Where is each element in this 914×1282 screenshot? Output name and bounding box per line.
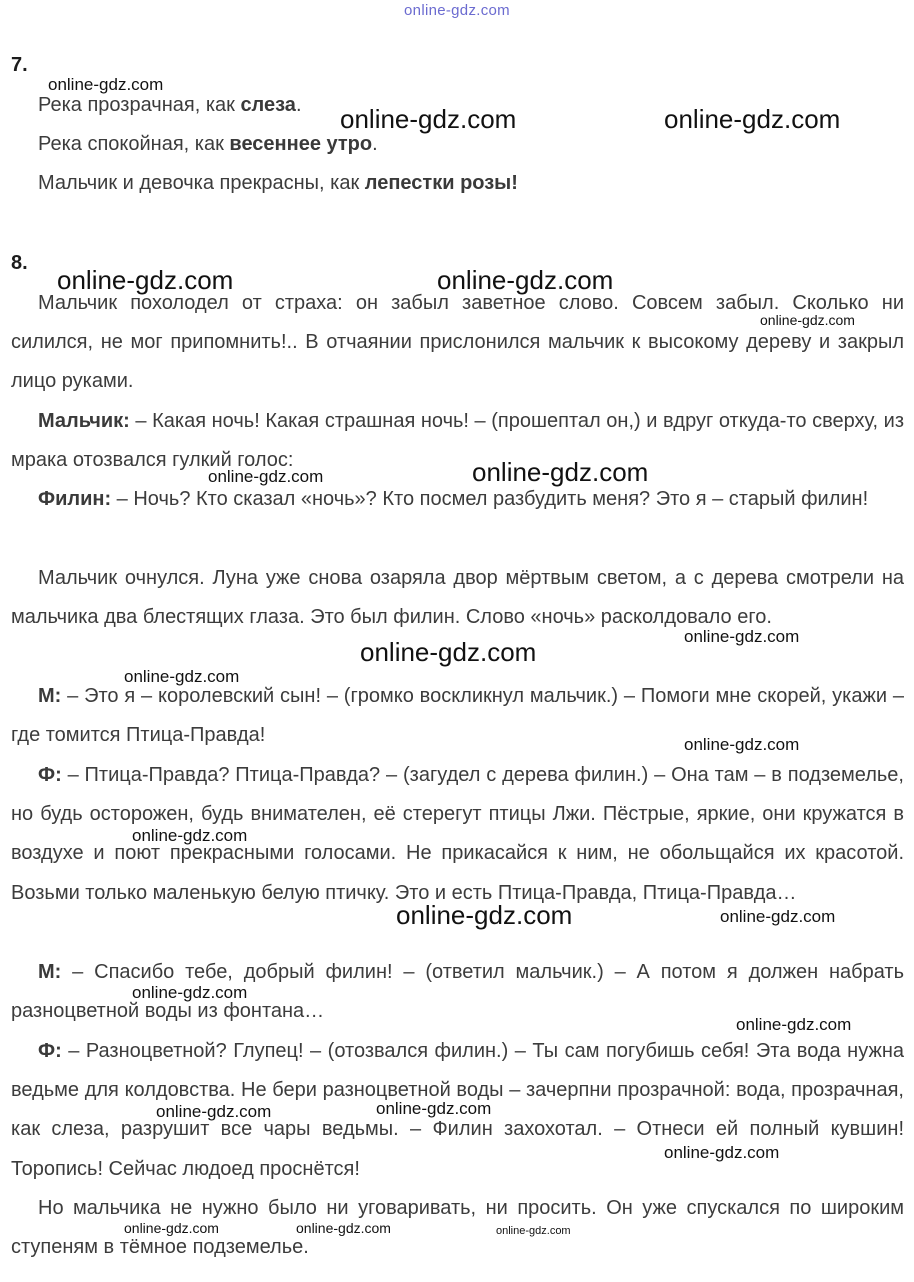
watermark: online-gdz.com: [360, 637, 537, 667]
paragraph-2: Мальчик: – Какая ночь! Какая страшная ночь! – (прошептал он,) и вдруг откуда-то сверху, из мрака отозвался гулкий голос:: [11, 410, 904, 472]
task-7-line-2: Река спокойная, как весеннее утро.: [38, 133, 378, 155]
paragraph-1: Мальчик похолодел от страха: он забыл заветное слово. Совсем забыл. Сколько ни силился, не мог припомнить!.. В отчаянии прислонился мальчик к высокому дереву и закрыл лицо руками.: [11, 292, 904, 393]
paragraph-3: Филин: – Ночь? Кто сказал «ночь»? Кто посмел разбудить меня? Это я – старый филин!: [38, 488, 869, 510]
watermark: online-gdz.com: [684, 627, 800, 646]
watermark: online-gdz.com: [472, 457, 649, 487]
watermark: online-gdz.com: [57, 265, 234, 295]
paragraph-6: Ф: – Птица-Правда? Птица-Правда? – (загудел с дерева филин.) – Она там – в подземелье, но будь осторожен, будь внимателен, её стерегут птицы Лжи. Пёстрые, яркие, они кружатся в воздухе и поют прекрасными голосами. Не прикасайся к ним, не обольщайся их красотой. Возьми только маленькую белую птичку. Это и есть Птица-Правда, Птица-Правда…: [11, 764, 904, 904]
watermark: online-gdz.com: [664, 104, 841, 134]
watermark: online-gdz.com: [132, 826, 248, 845]
paragraph-5: М: – Это я – королевский сын! – (громко воскликнул мальчик.) – Помоги мне скорей, укажи – где томится Птица-Правда!: [11, 685, 904, 747]
paragraph-4: Мальчик очнулся. Луна уже снова озаряла двор мёртвым светом, а с дерева смотрели на мальчика два блестящих глаза. Это был филин. Слово «ночь» расколдовало его.: [11, 567, 904, 629]
watermark: online-gdz.com: [156, 1102, 272, 1121]
task-7-line-1: Река прозрачная, как слеза.: [38, 94, 302, 116]
watermark: online-gdz.com: [760, 312, 855, 328]
watermark: online-gdz.com: [132, 983, 248, 1002]
watermark: online-gdz.com: [396, 900, 573, 930]
paragraph-8: Ф: – Разноцветной? Глупец! – (отозвался филин.) – Ты сам погубишь себя! Эта вода нужна ведьме для колдовства. Не бери разноцветной воды – зачерпни прозрачной: вода, прозрачная, как слеза, разрушит все чары ведьмы. – Филин захохотал. – Отнеси ей полный кувшин! Торопись! Сейчас людоед проснётся!: [11, 1040, 904, 1180]
watermark: online-gdz.com: [736, 1015, 852, 1034]
watermark: online-gdz.com: [376, 1099, 492, 1118]
watermark: online-gdz.com: [208, 467, 324, 486]
watermark: online-gdz.com: [296, 1220, 391, 1236]
task-7-line-3: Мальчик и девочка прекрасны, как лепестки розы!: [38, 172, 518, 194]
watermark: online-gdz.com: [664, 1143, 780, 1162]
site-header[interactable]: online-gdz.com: [404, 2, 510, 19]
watermark: online-gdz.com: [340, 104, 517, 134]
watermark: online-gdz.com: [437, 265, 614, 295]
watermark: online-gdz.com: [48, 75, 164, 94]
watermark: online-gdz.com: [124, 1220, 219, 1236]
watermark: online-gdz.com: [720, 907, 836, 926]
watermark: online-gdz.com: [684, 735, 800, 754]
paragraph-7: М: – Спасибо тебе, добрый филин! – (ответил мальчик.) – А потом я должен набрать разноцветной воды из фонтана…: [11, 961, 904, 1023]
task-8-number: 8.: [11, 252, 28, 274]
paragraph-9: Но мальчика не нужно было ни уговаривать, ни просить. Он уже спускался по широким ступеням в тёмное подземелье.: [11, 1197, 904, 1259]
watermark: online-gdz.com: [496, 1225, 571, 1237]
task-7-number: 7.: [11, 54, 28, 76]
watermark: online-gdz.com: [124, 667, 240, 686]
